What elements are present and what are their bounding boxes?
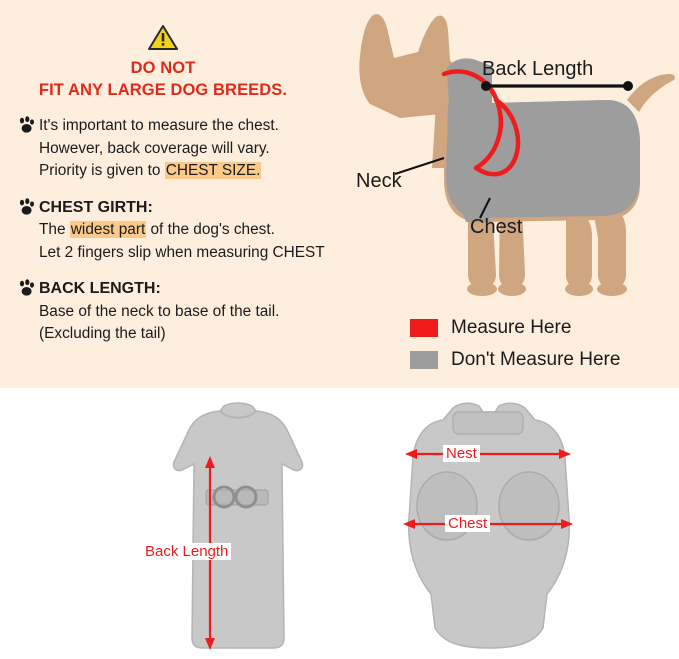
note-chest-priority xyxy=(18,115,358,183)
garment-label-chest: Chest xyxy=(445,515,490,532)
legend-label-no-measure: Don't Measure Here xyxy=(451,349,621,370)
warning-line-2: FIT ANY LARGE DOG BREEDS. xyxy=(38,81,288,99)
paw-icon xyxy=(18,116,35,134)
note2-heading: CHEST GIRTH: xyxy=(39,198,153,216)
label-neck: Neck xyxy=(356,170,402,192)
note2-highlight: widest part xyxy=(70,221,146,238)
paw-icon xyxy=(18,198,35,216)
garment-label-back-length: Back Length xyxy=(142,543,231,560)
note2-line2: Let 2 fingers slip when measuring CHEST xyxy=(39,243,325,261)
note1-line2: However, back coverage will vary. xyxy=(39,139,270,157)
label-chest: Chest xyxy=(470,216,523,238)
dog-shirt-front-view xyxy=(120,398,340,653)
label-back-length: Back Length xyxy=(482,58,594,80)
legend-swatch-gray xyxy=(410,351,438,369)
garment-label-nest: Nest xyxy=(443,445,480,462)
note2-line1-post: of the dog's chest. xyxy=(146,221,275,238)
warning-triangle-icon xyxy=(148,24,178,57)
note2-line1 xyxy=(39,219,358,242)
legend-swatch-red xyxy=(410,319,438,337)
dog-shirt-back-view xyxy=(375,398,600,653)
note1-line3-text: Priority is given to xyxy=(39,162,165,179)
note3-line2: (Excluding the tail) xyxy=(39,325,166,342)
warning-line-1: DO NOT xyxy=(130,59,196,77)
note-chest-girth xyxy=(18,197,358,265)
note-back-length xyxy=(18,278,358,346)
note1-line3 xyxy=(39,160,358,183)
warning-icon-wrap xyxy=(18,24,308,57)
note3-line1: Base of the neck to base of the tail. xyxy=(39,302,280,320)
warning-title xyxy=(18,57,308,101)
legend xyxy=(410,312,670,376)
legend-label-measure: Measure Here xyxy=(451,317,572,338)
paw-icon xyxy=(18,279,35,297)
note3-heading: BACK LENGTH: xyxy=(39,280,161,297)
dog-measurement-diagram xyxy=(340,8,679,308)
garment-panel xyxy=(0,388,679,659)
note1-line1: It's important to measure the chest. xyxy=(39,117,279,134)
legend-item-no-measure xyxy=(410,344,670,376)
note2-line1-pre: The xyxy=(39,221,70,238)
instructions-column xyxy=(18,24,358,384)
legend-item-measure xyxy=(410,312,670,344)
note1-highlight: CHEST SIZE. xyxy=(165,162,261,179)
